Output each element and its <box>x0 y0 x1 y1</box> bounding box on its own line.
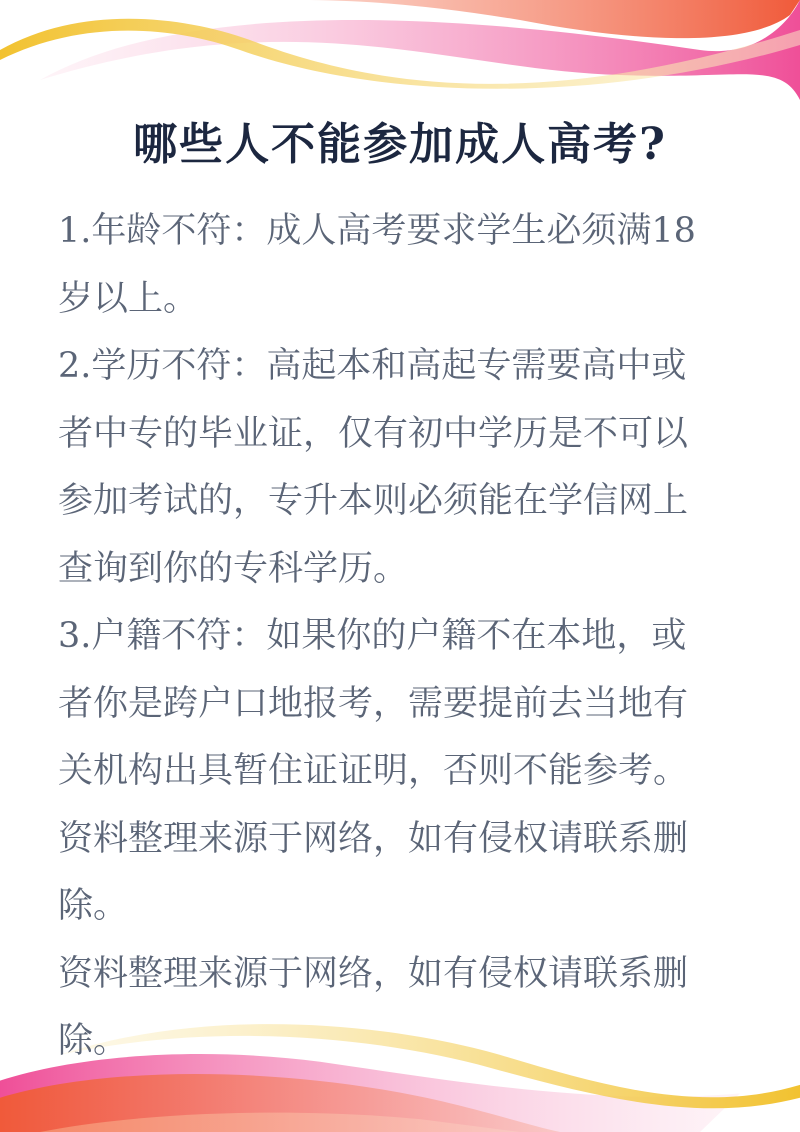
text-line: 1.年龄不符：成人高考要求学生必须满18 <box>58 211 696 251</box>
top-wave-decoration <box>0 0 800 110</box>
text-line: 除。 <box>58 1021 129 1061</box>
text-line: 关机构出具暂住证证明，否则不能参考。 <box>58 751 689 791</box>
text-line: 者中专的毕业证，仅有初中学历是不可以 <box>58 413 689 454</box>
article-body <box>58 198 758 1076</box>
text-line: 除。 <box>58 886 129 926</box>
text-line: 参加考试的，专升本则必须能在学信网上 <box>58 481 689 521</box>
paragraph-disclaimer <box>58 806 758 941</box>
paragraph-age <box>58 198 758 333</box>
text-line: 岁以上。 <box>58 278 199 319</box>
paragraph-disclaimer-repeat <box>58 941 758 1076</box>
page-title: 哪些人不能参加成人高考? <box>133 119 667 170</box>
text-line: 者你是跨户口地报考，需要提前去当地有 <box>58 683 689 724</box>
text-line: 2.学历不符：高起本和高起专需要高中或 <box>58 346 687 386</box>
text-line: 资料整理来源于网络，如有侵权请联系删 <box>58 953 689 994</box>
text-line: 资料整理来源于网络，如有侵权请联系删 <box>58 818 689 859</box>
text-line: 查询到你的专科学历。 <box>58 548 409 589</box>
paragraph-household <box>58 603 758 806</box>
paragraph-education <box>58 333 758 603</box>
text-line: 3.户籍不符：如果你的户籍不在本地，或 <box>58 616 687 656</box>
